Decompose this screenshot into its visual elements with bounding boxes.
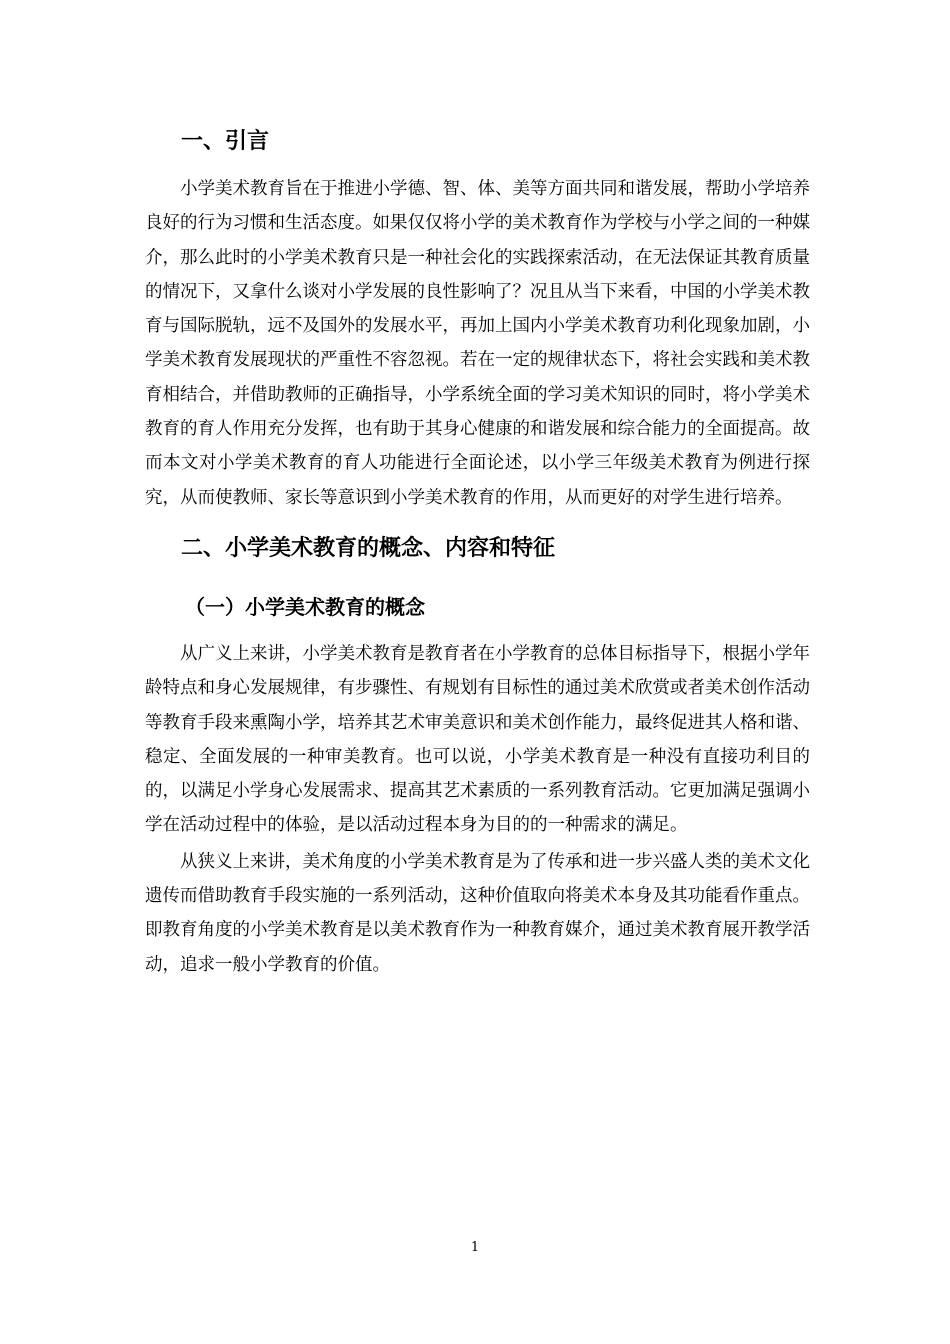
broad-definition-paragraph: 从广义上来讲，小学美术教育是教育者在小学教育的总体目标指导下，根据小学年龄特点和身心发展规律，有步骤性、有规划有目标性的通过美术欣赏或者美术创作活动等教育手段来熏陶小学，培养其艺术审美意识和美术创作能力，最终促进其人格和谐、稳定、全面发展的一种审美教育。也可以说，小学美术教育是一种没有直接功利目的的，以满足小学身心发展需求、提高其艺术素质的一系列教育活动。它更加满足强调小学在活动过程中的体验，是以活动过程本身为目的的一种需求的满足。 [145,643,810,836]
intro-paragraph: 小学美术教育旨在于推进小学德、智、体、美等方面共同和谐发展，帮助小学培养良好的行为习惯和生活态度。如果仅仅将小学的美术教育作为学校与小学之间的一种媒介，那么此时的小学美术教育只是一种社会化的实践探索活动，在无法保证其教育质量的情况下，又拿什么谈对小学发展的良性影响了？况且从当下来看，中国的小学美术教育与国际脱轨，远不及国外的发展水平，再加上国内小学美术教育功利化现象加剧，小学美术教育发展现状的严重性不容忽视。若在一定的规律状态下，将社会实践和美术教育相结合，并借助教师的正确指导，小学系统全面的学习美术知识的同时，将小学美术教育的育人作用充分发挥，也有助于其身心健康的和谐发展和综合能力的全面提高。故而本文对小学美术教育的育人功能进行全面论述，以小学三年级美术教育为例进行探究，从而使教师、家长等意识到小学美术教育的作用，从而更好的对学生进行培养。 [145,179,810,508]
page-body [145,122,810,982]
concept-heading: 二、小学美术教育的概念、内容和特征 [181,535,556,561]
concept-subheading: （一）小学美术教育的概念 [185,594,425,619]
page-number: 1 [470,1240,480,1255]
intro-heading: 一、引言 [181,129,270,154]
narrow-definition-paragraph: 从狭义上来讲，美术角度的小学美术教育是为了传承和进一步兴盛人类的美术文化遗传而借助教育手段实施的一系列活动，这种价值取向将美术本身及其功能看作重点。即教育角度的小学美术教育是以美术教育作为一种教育媒介，通过美术教育展开教学活动，追求一般小学教育的价值。 [145,851,810,975]
